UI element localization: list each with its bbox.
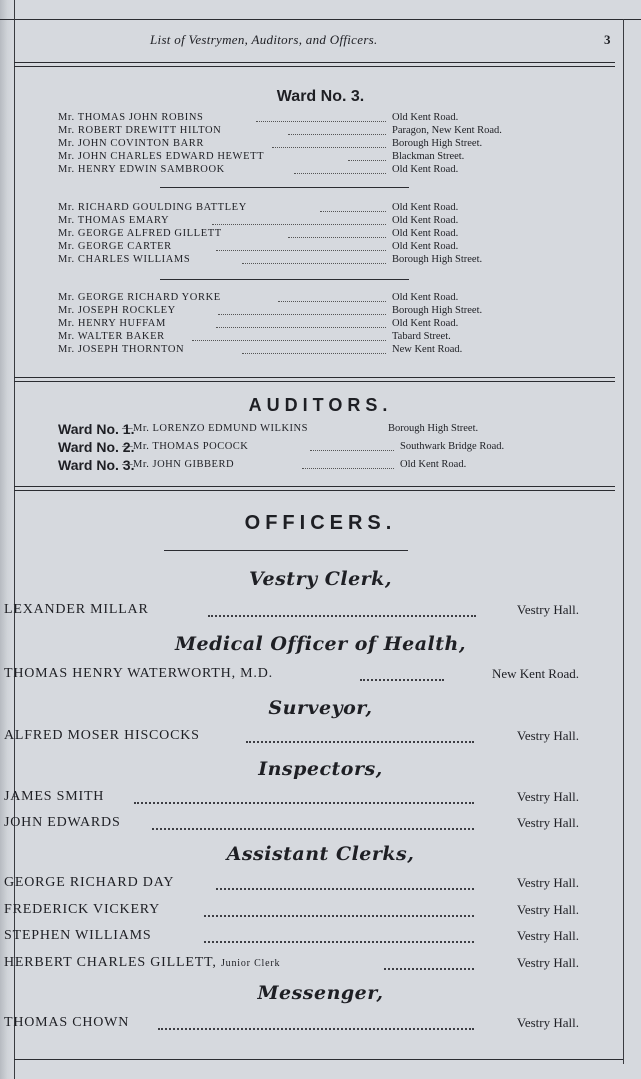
officer-row: STEPHEN WILLIAMS Vestry Hall. [4, 928, 579, 943]
officers-underline [164, 550, 408, 551]
list-item: Mr. JOSEPH ROCKLEY Borough High Street. [58, 305, 483, 316]
section-heading-surveyor: Surveyor, [268, 697, 373, 719]
bottom-rule [14, 1059, 623, 1060]
list-item: Mr. CHARLES WILLIAMS Borough High Street. [58, 254, 483, 265]
auditor-row: Ward No. 1. —Mr. LORENZO EDMUND WILKINS Borough High Street. [58, 421, 479, 437]
officer-row: JAMES SMITH Vestry Hall. [4, 789, 579, 804]
officer-row: THOMAS HENRY WATERWORTH, M.D. New Kent Road. [4, 666, 579, 681]
list-item: Mr. JOHN COVINTON BARR Borough High Street. [58, 138, 483, 149]
list-item: Mr. JOSEPH THORNTON New Kent Road. [58, 344, 463, 355]
group-divider [160, 187, 409, 188]
section-double-rule [14, 377, 615, 382]
officer-row: THOMAS CHOWN Vestry Hall. [4, 1015, 579, 1030]
list-item: Mr. JOHN CHARLES EDWARD HEWETT Blackman Street. [58, 151, 465, 162]
section-heading-vestry-clerk: Vestry Clerk, [249, 568, 392, 590]
auditor-row: Ward No. 3. —Mr. JOHN GIBBERD Old Kent Road. [58, 457, 467, 473]
list-item: Mr. HENRY HUFFAM Old Kent Road. [58, 318, 459, 329]
officer-row: JOHN EDWARDS Vestry Hall. [4, 815, 579, 830]
officer-row: GEORGE RICHARD DAY Vestry Hall. [4, 875, 579, 890]
section-double-rule [14, 486, 615, 491]
officer-row: ALFRED MOSER HISCOCKS Vestry Hall. [4, 728, 579, 743]
list-item: Mr. RICHARD GOULDING BATTLEY Old Kent Road. [58, 202, 459, 213]
section-heading-inspectors: Inspectors, [258, 758, 383, 780]
page-number: 3 [604, 32, 611, 47]
list-item: Mr. GEORGE ALFRED GILLETT Old Kent Road. [58, 228, 459, 239]
officers-title: OFFICERS. [244, 512, 397, 534]
section-heading-messenger: Messenger, [257, 982, 384, 1004]
list-item: Mr. ROBERT DREWITT HILTON Paragon, New Kent Road. [58, 125, 502, 136]
header-title: List of Vestrymen, Auditors, and Officers. [150, 32, 378, 47]
list-item: Mr. THOMAS JOHN ROBINS Old Kent Road. [58, 112, 459, 123]
running-header [0, 28, 641, 50]
officer-row: LEXANDER MILLAR Vestry Hall. [4, 602, 579, 617]
officer-row: FREDERICK VICKERY Vestry Hall. [4, 902, 579, 917]
list-item: Mr. THOMAS EMARY Old Kent Road. [58, 215, 459, 226]
list-item: Mr. WALTER BAKER Tabard Street. [58, 331, 451, 342]
list-item: Mr. HENRY EDWIN SAMBROOK Old Kent Road. [58, 164, 459, 175]
group-divider [160, 279, 409, 280]
ward-title: Ward No. 3. [276, 88, 365, 105]
officer-row: HERBERT CHARLES GILLETT, Junior Clerk Vestry Hall. [4, 955, 579, 970]
header-double-rule [14, 62, 615, 67]
section-heading-medical-officer: Medical Officer of Health, [175, 633, 466, 655]
section-heading-assistant-clerks: Assistant Clerks, [226, 843, 415, 865]
list-item: Mr. GEORGE CARTER Old Kent Road. [58, 241, 459, 252]
auditor-row: Ward No. 2. —Mr. THOMAS POCOCK Southwark Bridge Road. [58, 439, 505, 455]
list-item: Mr. GEORGE RICHARD YORKE Old Kent Road. [58, 292, 459, 303]
top-rule [0, 19, 641, 20]
auditors-title: AUDITORS. [248, 395, 393, 415]
